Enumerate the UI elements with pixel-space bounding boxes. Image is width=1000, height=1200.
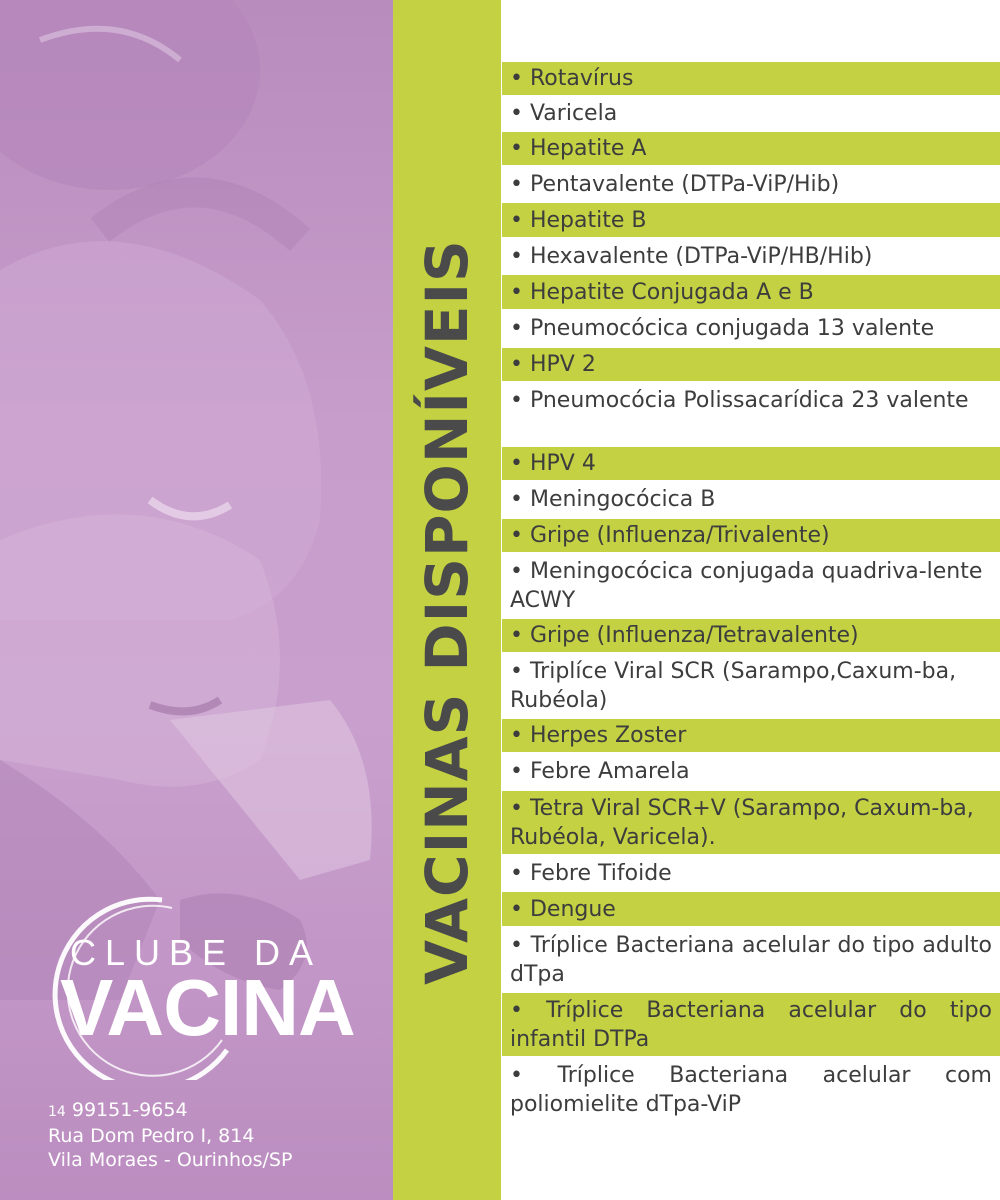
vaccine-list-item: • Hepatite B — [502, 203, 1000, 239]
vaccine-list-item: • Febre Tifoide — [502, 856, 1000, 892]
contact-info — [48, 1098, 292, 1172]
vaccine-list-item: • Pneumocócica conjugada 13 valente — [502, 311, 1000, 348]
vaccine-list-item: • Hepatite A — [502, 132, 1000, 167]
phone-number: 99151-9654 — [71, 1099, 188, 1121]
vaccine-list — [502, 62, 1000, 1128]
vaccine-list-item: • Tríplice Bacteriana acelular com poliomielite dTpa-ViP — [502, 1058, 1000, 1128]
vaccine-list-item: • Febre Amarela — [502, 754, 1000, 791]
phone-area-code: 14 — [48, 1104, 66, 1120]
vaccine-list-item: • Dengue — [502, 892, 1000, 928]
vaccine-list-item: • Tríplice Bacteriana acelular do tipo infantil DTPa — [502, 993, 1000, 1058]
vaccine-list-item: • HPV 4 — [502, 447, 1000, 482]
vaccine-list-item: • Hexavalente (DTPa-ViP/HB/Hib) — [502, 239, 1000, 275]
vaccine-list-item: • Gripe (Influenza/Trivalente) — [502, 519, 1000, 554]
vaccine-list-item: • Meningocócica conjugada quadriva-lente ACWY — [502, 554, 1000, 619]
vaccine-list-item: • Pneumocócia Polissacarídica 23 valente — [502, 383, 1000, 447]
vaccine-list-item: • Herpes Zoster — [502, 719, 1000, 754]
vaccine-list-item: • Tetra Viral SCR+V (Sarampo, Caxum-ba, Rubéola, Varicela). — [502, 791, 1000, 856]
photo-panel — [0, 0, 393, 1200]
vaccine-list-item: • Triplíce Viral SCR (Sarampo,Caxum-ba, Rubéola) — [502, 654, 1000, 719]
vaccine-list-item: • Meningocócica B — [502, 482, 1000, 519]
phone-line — [48, 1098, 292, 1124]
vaccine-list-item: • Pentavalente (DTPa-ViP/Hib) — [502, 167, 1000, 203]
vaccine-list-item: • Tríplice Bacteriana acelular do tipo adulto dTpa — [502, 928, 1000, 993]
vaccine-list-item: • Varicela — [502, 97, 1000, 132]
clube-da-vacina-logo — [22, 880, 355, 1080]
vaccine-list-item: • Hepatite Conjugada A e B — [502, 275, 1000, 311]
logo-line-2: VACINA — [60, 963, 355, 1052]
vaccine-list-item: • Rotavírus — [502, 62, 1000, 97]
address: Rua Dom Pedro I, 814 — [48, 1125, 255, 1147]
vaccine-list-item: • Gripe (Influenza/Tetravalente) — [502, 619, 1000, 654]
city: Vila Moraes - Ourinhos/SP — [48, 1149, 293, 1171]
vaccine-list-item: • HPV 2 — [502, 348, 1000, 383]
logo-line-1: CLUBE DA — [70, 932, 323, 973]
page-title: VACINAS DISPONÍVEIS — [413, 239, 481, 985]
